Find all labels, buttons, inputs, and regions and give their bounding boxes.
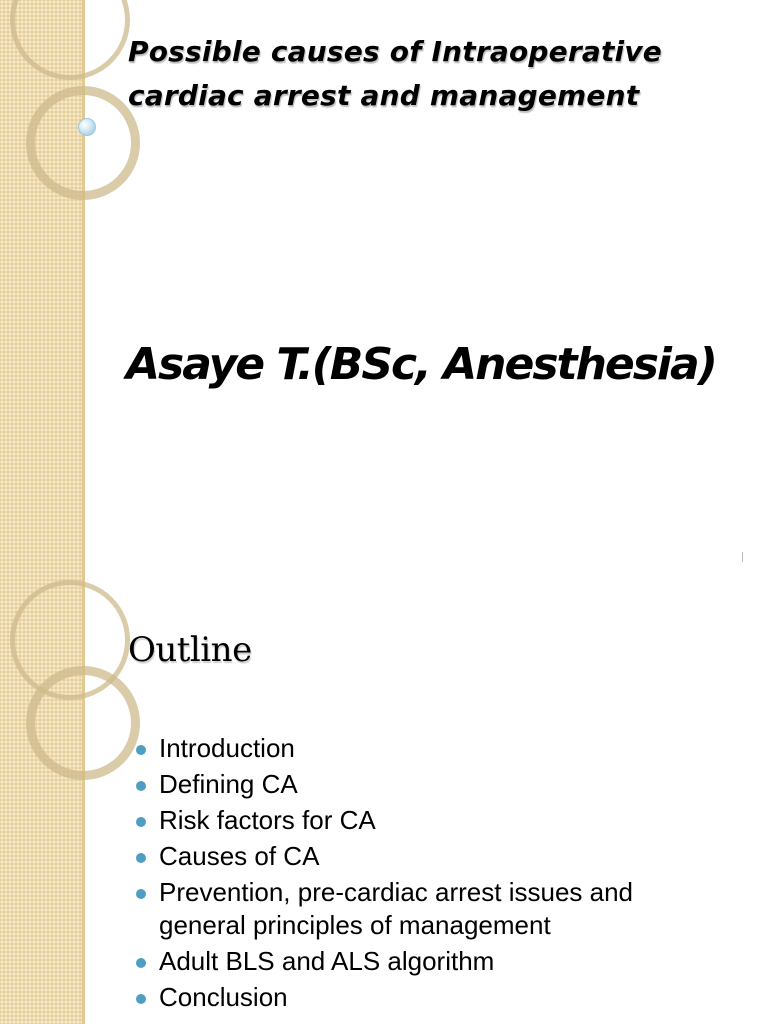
list-item: Adult BLS and ALS algorithm <box>0 945 768 978</box>
slide-title: Possible causes of Intraoperative cardiac arrest and management <box>128 35 662 112</box>
outline-list <box>0 732 768 1017</box>
outline-slide <box>0 576 768 1024</box>
slide-number-marker <box>742 552 743 562</box>
list-item: Defining CA <box>0 768 768 801</box>
list-item: Prevention, pre-cardiac arrest issues and general principles of management <box>0 876 768 942</box>
presenter-name: Asaye T.(BSc, Anesthesia) <box>126 339 716 390</box>
list-item: Risk factors for CA <box>0 804 768 837</box>
list-item: Causes of CA <box>0 840 768 873</box>
decorative-ring-icon <box>26 86 140 200</box>
decorative-bubble-icon <box>78 118 96 136</box>
list-item: Introduction <box>0 732 768 765</box>
outline-title: Outline <box>128 630 252 670</box>
list-item: Conclusion <box>0 981 768 1014</box>
